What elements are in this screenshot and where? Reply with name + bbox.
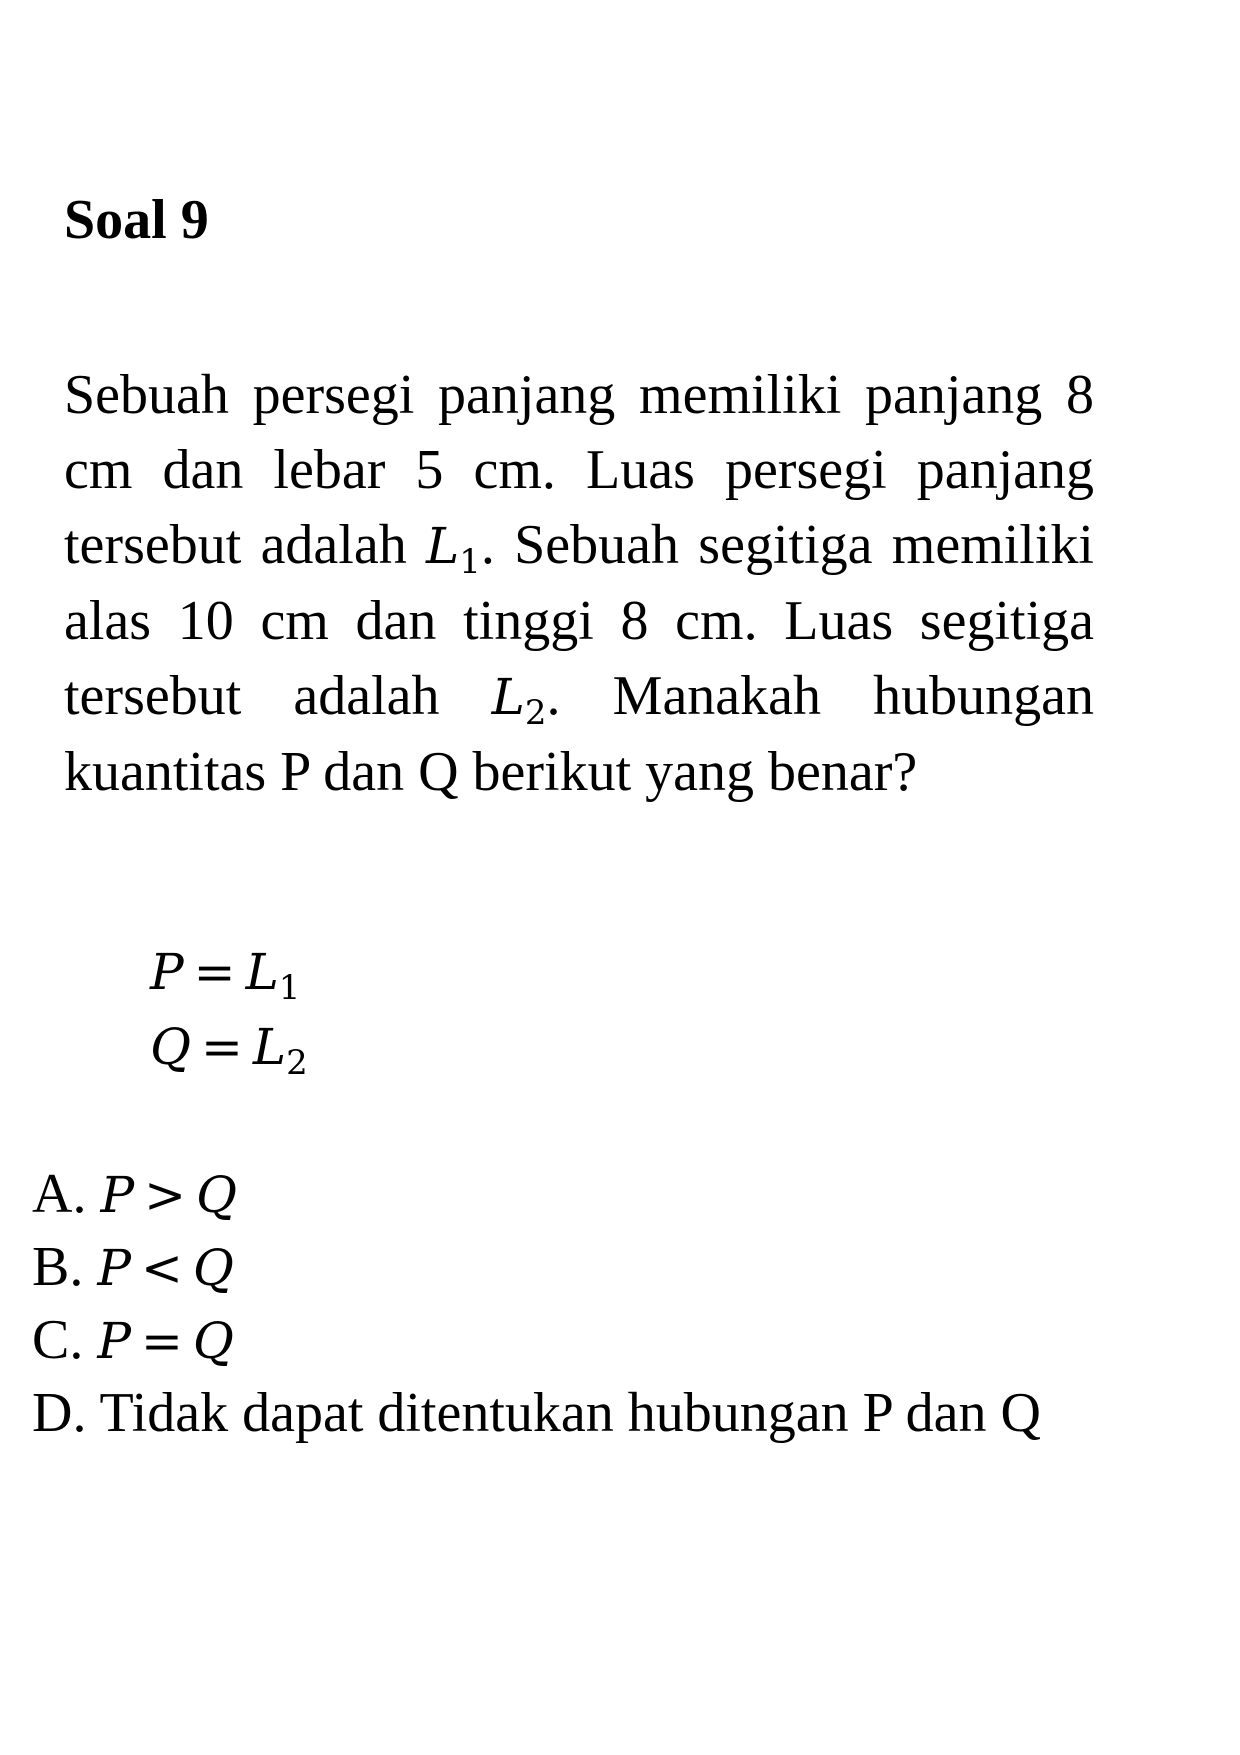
option-letter: D. bbox=[32, 1382, 87, 1444]
option-d[interactable] bbox=[32, 1377, 1041, 1449]
math-l1: $L_1$ bbox=[426, 517, 481, 582]
option-letter: A. bbox=[32, 1163, 87, 1225]
definition-p: $P = L_1$ bbox=[150, 943, 301, 1008]
option-b[interactable] bbox=[32, 1231, 1041, 1304]
option-math: P < Q bbox=[97, 1239, 234, 1297]
question-title: Soal 9 bbox=[64, 189, 209, 251]
question-text-part-2: . Sebuah segitiga memiliki alas 10 cm dan tinggi 8 cm. Luas segitiga tersebut adalah bbox=[64, 514, 1094, 727]
quantity-definitions bbox=[150, 935, 308, 1085]
question-text-part-1: Sebuah persegi panjang memiliki panjang 8 cm dan lebar 5 cm. Luas persegi panjang tersebut adalah bbox=[64, 364, 1094, 576]
math-l2: $L_2$ bbox=[491, 668, 547, 733]
option-c[interactable] bbox=[32, 1304, 1041, 1377]
definition-q: $Q = L_2$ bbox=[150, 1018, 308, 1083]
option-letter: B. bbox=[32, 1236, 84, 1298]
option-text: Tidak dapat ditentukan hubungan P dan Q bbox=[99, 1382, 1041, 1444]
option-letter: C. bbox=[32, 1309, 84, 1371]
option-math: P = Q bbox=[97, 1312, 234, 1370]
question-text bbox=[64, 358, 1094, 810]
option-math: P > Q bbox=[100, 1166, 238, 1224]
option-a[interactable] bbox=[32, 1158, 1041, 1231]
answer-options bbox=[32, 1158, 1041, 1449]
question-text-part-3: . Manakah hubungan kuantitas P dan Q berikut yang benar? bbox=[64, 665, 1094, 803]
